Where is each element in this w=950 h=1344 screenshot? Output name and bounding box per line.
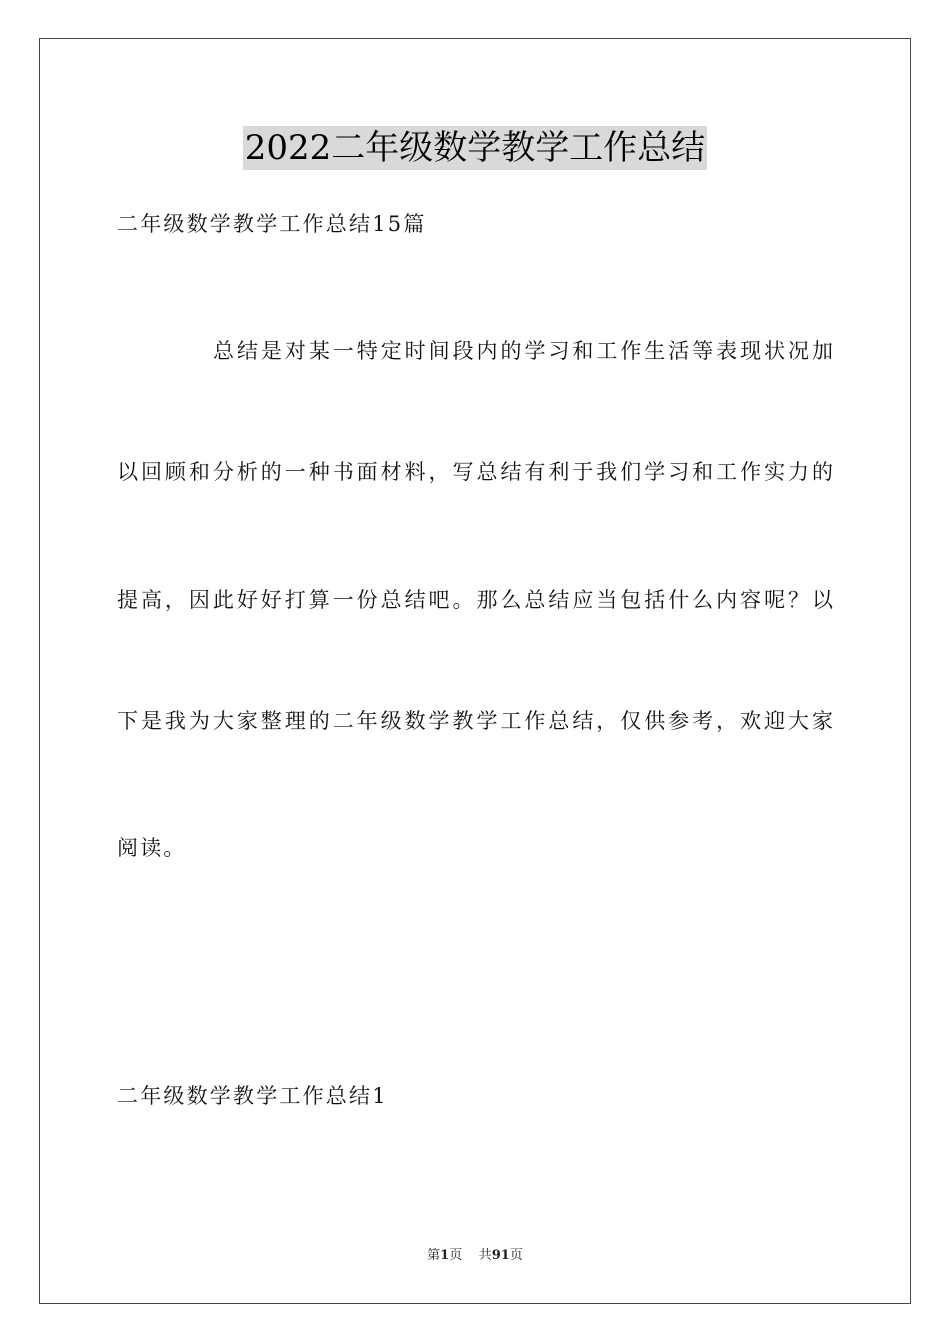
document-title-text: 2022二年级数学教学工作总结 xyxy=(244,128,706,168)
paragraph-line-4: 下是我为大家整理的二年级数学教学工作总结，仅供参考，欢迎大家 xyxy=(117,709,833,733)
footer-page-total: 91 xyxy=(491,1248,510,1263)
paragraph-line-3: 提高，因此好好打算一份总结吧。那么总结应当包括什么内容呢？以 xyxy=(117,588,833,612)
footer-page-current: 1 xyxy=(440,1248,450,1263)
page-footer xyxy=(0,1247,950,1265)
section-heading: 二年级数学教学工作总结1 xyxy=(117,1084,388,1108)
footer-total-suffix: 页 xyxy=(509,1248,523,1263)
footer-total-prefix: 共 xyxy=(478,1248,492,1263)
footer-page-prefix: 第 xyxy=(427,1248,441,1263)
paragraph-line-1: 总结是对某一特定时间段内的学习和工作生活等表现状况加 xyxy=(213,339,833,363)
document-subtitle: 二年级数学教学工作总结15篇 xyxy=(117,212,427,236)
footer-page-suffix: 页 xyxy=(449,1248,463,1263)
paragraph-line-2: 以回顾和分析的一种书面材料，写总结有利于我们学习和工作实力的 xyxy=(117,460,833,484)
paragraph-line-5: 阅读。 xyxy=(117,836,187,860)
document-title xyxy=(0,126,950,170)
